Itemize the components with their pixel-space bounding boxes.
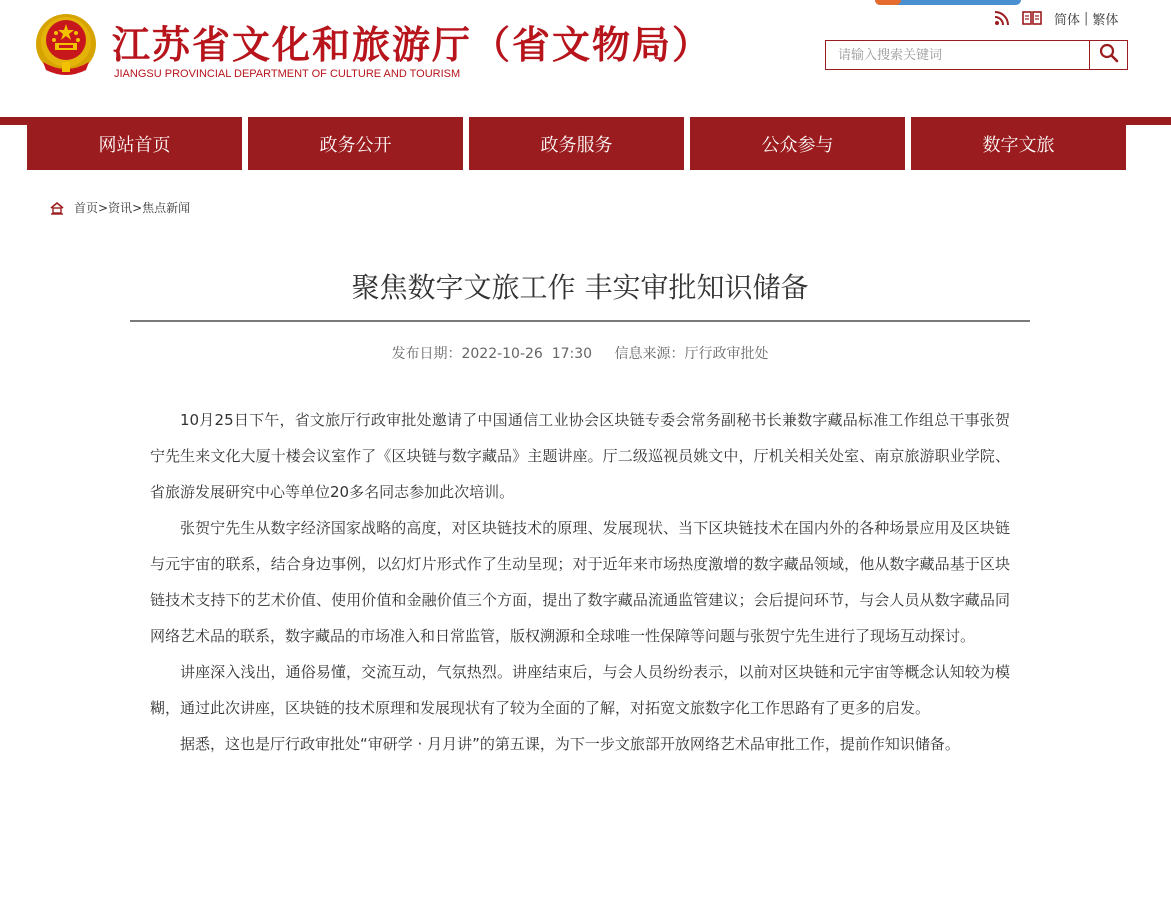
article-meta xyxy=(130,343,1030,363)
home-icon xyxy=(50,201,64,215)
search-input[interactable] xyxy=(826,41,1088,69)
national-emblem-icon[interactable] xyxy=(31,10,101,80)
header-tools xyxy=(994,9,1118,27)
lang-simplified-link[interactable]: 简体 xyxy=(1054,12,1081,28)
lang-separator: | xyxy=(1084,10,1089,26)
nav-item-home[interactable]: 网站首页 xyxy=(27,117,242,170)
site-title: 江苏省文化和旅游厅（省文物局） xyxy=(112,23,713,67)
book-icon[interactable] xyxy=(1022,10,1044,26)
breadcrumb-section-link[interactable]: 资讯 xyxy=(108,201,133,215)
article-paragraph: 讲座深入浅出，通俗易懂，交流互动，气氛热烈。讲座结束后，与会人员纷纷表示，以前对区块链和元宇宙等概念认知较为模糊，通过此次讲座，区块链的技术原理和发展现状有了较为全面的了解，对拓宽文旅数字化工作思路有了更多的启发。 xyxy=(150,663,1010,717)
lang-traditional-link[interactable]: 繁体 xyxy=(1092,12,1119,28)
nav-item-government-services[interactable]: 政务服务 xyxy=(469,117,684,170)
top-decoration-accent xyxy=(875,0,901,5)
search-button[interactable] xyxy=(1089,41,1127,69)
title-divider xyxy=(130,320,1030,322)
site-subtitle: JIANGSU PROVINCIAL DEPARTMENT OF CULTURE AND TOURISM xyxy=(114,68,461,80)
breadcrumb-home-link[interactable]: 首页 xyxy=(74,201,99,215)
search-box xyxy=(825,40,1128,70)
site-header xyxy=(0,0,1171,116)
article-paragraph: 10月25日下午，省文旅厅行政审批处邀请了中国通信工业协会区块链专委会常务副秘书长兼数字藏品标准工作组总干事张贺宁先生来文化大厦十楼会议室作了《区块链与数字藏品》主题讲座。厅二级巡视员姚文中，厅机关相关处室、南京旅游职业学院、省旅游发展研究中心等单位20多名同志参加此次培训。 xyxy=(150,411,1010,501)
article-title: 聚焦数字文旅工作 丰实审批知识储备 xyxy=(351,271,809,304)
publish-date: 发布日期：2022-10-26 17:30 xyxy=(391,346,593,362)
main-nav xyxy=(27,117,1126,170)
breadcrumb xyxy=(50,199,190,216)
nav-item-public-participation[interactable]: 公众参与 xyxy=(690,117,905,170)
breadcrumb-separator: > xyxy=(132,200,143,215)
breadcrumb-separator: > xyxy=(98,200,109,215)
nav-item-digital-culture-tourism[interactable]: 数字文旅 xyxy=(911,117,1126,170)
article-paragraph: 张贺宁先生从数字经济国家战略的高度，对区块链技术的原理、发展现状、当下区块链技术在国内外的各种场景应用及区块链与元宇宙的联系，结合身边事例，以幻灯片形式作了生动呈现；对于近年来市场热度激增的数字藏品领域，他从数字藏品基于区块链技术支持下的艺术价值、使用价值和金融价值三个方面，提出了数字藏品流通监管建议；会后提问环节，与会人员从数字藏品同网络艺术品的联系，数字藏品的市场准入和日常监管，版权溯源和全球唯一性保障等问题与张贺宁先生进行了现场互动探讨。 xyxy=(150,519,1010,645)
info-source: 信息来源：厅行政审批处 xyxy=(614,346,769,362)
rss-icon[interactable] xyxy=(994,10,1012,26)
breadcrumb-current-link[interactable]: 焦点新闻 xyxy=(142,201,191,215)
article-body xyxy=(150,402,1010,762)
search-icon xyxy=(1099,43,1119,67)
article-paragraph: 据悉，这也是厅行政审批处“审研学 · 月月讲”的第五课，为下一步文旅部开放网络艺术品审批工作，提前作知识储备。 xyxy=(180,735,960,753)
nav-item-government-affairs[interactable]: 政务公开 xyxy=(248,117,463,170)
